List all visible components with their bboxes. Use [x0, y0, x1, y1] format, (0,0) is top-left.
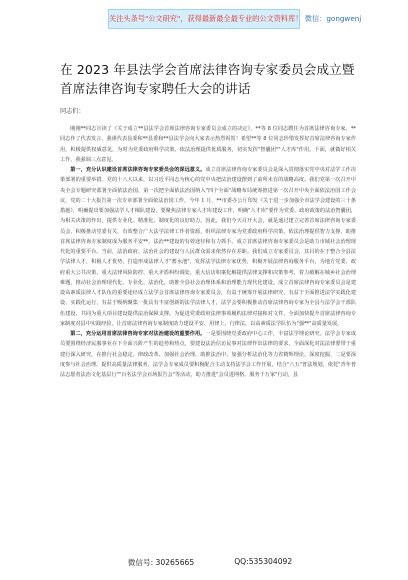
footer-qq: QQ:535304092 [234, 557, 293, 566]
paragraph-lead: 第一，充分认识建设首席法律咨询专家委员会的深远意义。 [70, 167, 206, 173]
paragraph-intro [60, 124, 356, 165]
paragraph-section-2 [60, 329, 356, 380]
document-body [60, 124, 356, 380]
document-title: 在 2023 年县法学会首席法律咨询专家委员会成立暨首席法律咨询专家聘任大会的讲话 [60, 62, 355, 96]
paragraph-text: 刚刚**同志宣读了《关于成立**县法学会首席法律咨询专家委员会成立的决定》，**等 8 位同志聘任为首席法律咨询专家，**同志作了代表发言。我谨代表县委和**县委和**县法学会向大家表示热烈祝贺！希望**等 8 位同志珍惜发挥好首席法律咨询专家作用，积极提供权威意见，为时为党委政府科学决策、依法治理提供优质服务，切实发挥"智囊团""人才库"作用。下面，就做好相关工作，我强调三点意见。 [60, 126, 356, 163]
promo-banner[interactable] [108, 9, 362, 29]
paragraph-lead: 第二，充分运用首席法律咨询专家对法治建设的重要作用。 [70, 331, 206, 337]
contact-footer [60, 557, 360, 568]
paragraph-text: 一是要围绕党委政府中心工作，丰富法学理论研究。法学会专家成员要围绕经济民服事业在下全面兴阶产生的趋势和热点，要建设法治信访民事对法律作出法律的要求，全面深化对法法律要带于重建行深入研究，在推行社会稳定、律政改革、加强社会治理、助推法治中，加强分析法治化等力省精辉理论、深度挖掘，二是要深度参与社会治理，提供高质量法律服务，法学会专家成员要积极配合主动支持法学会工作开展，结合"八五"普法规划，依托"青年普法志愿者法治文化基层行""百名法学会百场报告会"等活动，助力推进"会员进网格、服务千万家"行动，县 [60, 331, 357, 378]
paragraph-section-1 [60, 165, 356, 329]
promo-banner-wechat: 微信：gongwenj [304, 14, 362, 23]
footer-wechat: 微信号: 30265665 [127, 558, 195, 567]
salutation: 同志们： [60, 108, 85, 115]
promo-banner-text: 关注头条号"公文研究"，获得最新最全最专业的公文资料库！ [109, 14, 303, 23]
paragraph-text: 成立首席法律咨询专家委员会是深入贯彻落实党中央对法学工作决策部署的重要举措。党的十八大以来，以习近平同志为核心的党中央把法治建设摆到了前所未有的战略高度。我们党第一次召开中央全会专题研究部署全面依法治国，第一次把全面依法治国纳入"四个全面"战略布局统筹推进第一次召开中央全面依法治国工作会议，党的二十大报告第一次专章部署全面依法治国工作。今年 1 月，**市委办公厅印发《关于进一步加强全市法学会建设的三十条措施》，明确提出要加强法学人才梯队建设，要聚焦法律专家人才库建设工作，明确"人才库"要作为党委、政府政策的法治智囊团，为相关决策的作出，提供专业化、精准化、制度化的良好助力。因此，我们今天召开大会，就是通过建立完善首席法律咨询专家委员会，积极推动党委有关，有效整合广大法学法律工作者资源，组织法律专家为党委政府科学决策、依法治理提供智力支撑，助推首席法律咨询专家制度成为服务平安**、法治**建设的有效途径和有力抓手。成立首席法律咨询专家委员会是助力市域社会治理现代化的重要平台。当前，法治政府、法治社会的建设与人民群众需求依然存在差距。我们成立专家委员会，其目的在于整合全县法学法律人才，积极人才优势，打造形成法律人才"蓄水池"，发挥法学法律专家优势，积极开展法律咨询服务平台，为地方党委、政府重大公共决策、重大法律风险防控、重大矛盾纠纷调处、重大信访积案化解提供法律支撑和决策参考，着力破解在城乡社会治理难题，推动社会治理现代化、专业化、法治化，助推全县社会治理体系和治理能力现代化建设。成立首席法律咨询专家委员会是建设高素质法律人才队伍的重要途径成立法学会首席法律咨询专家委员会，有益于统筹开展法律研究，有益于全面推进法学实践化建设、实践化运行，有益于吸纳聚集一批具有丰富创新的法学法律人才，法学会要积极推动首席法律咨询专家为全县与法学会干部队伍建设，共同为重大项目建设提供法治保障支撑。为促进党委政府法律事项履约法律对接和对文件，全面加快提升首席法律咨询专家制度对县中实践经验，让首席法律咨询专家制度助力建设平安、用律上、行律法，以高素质法学队伍为"强**"高质量发展。 [60, 167, 357, 327]
